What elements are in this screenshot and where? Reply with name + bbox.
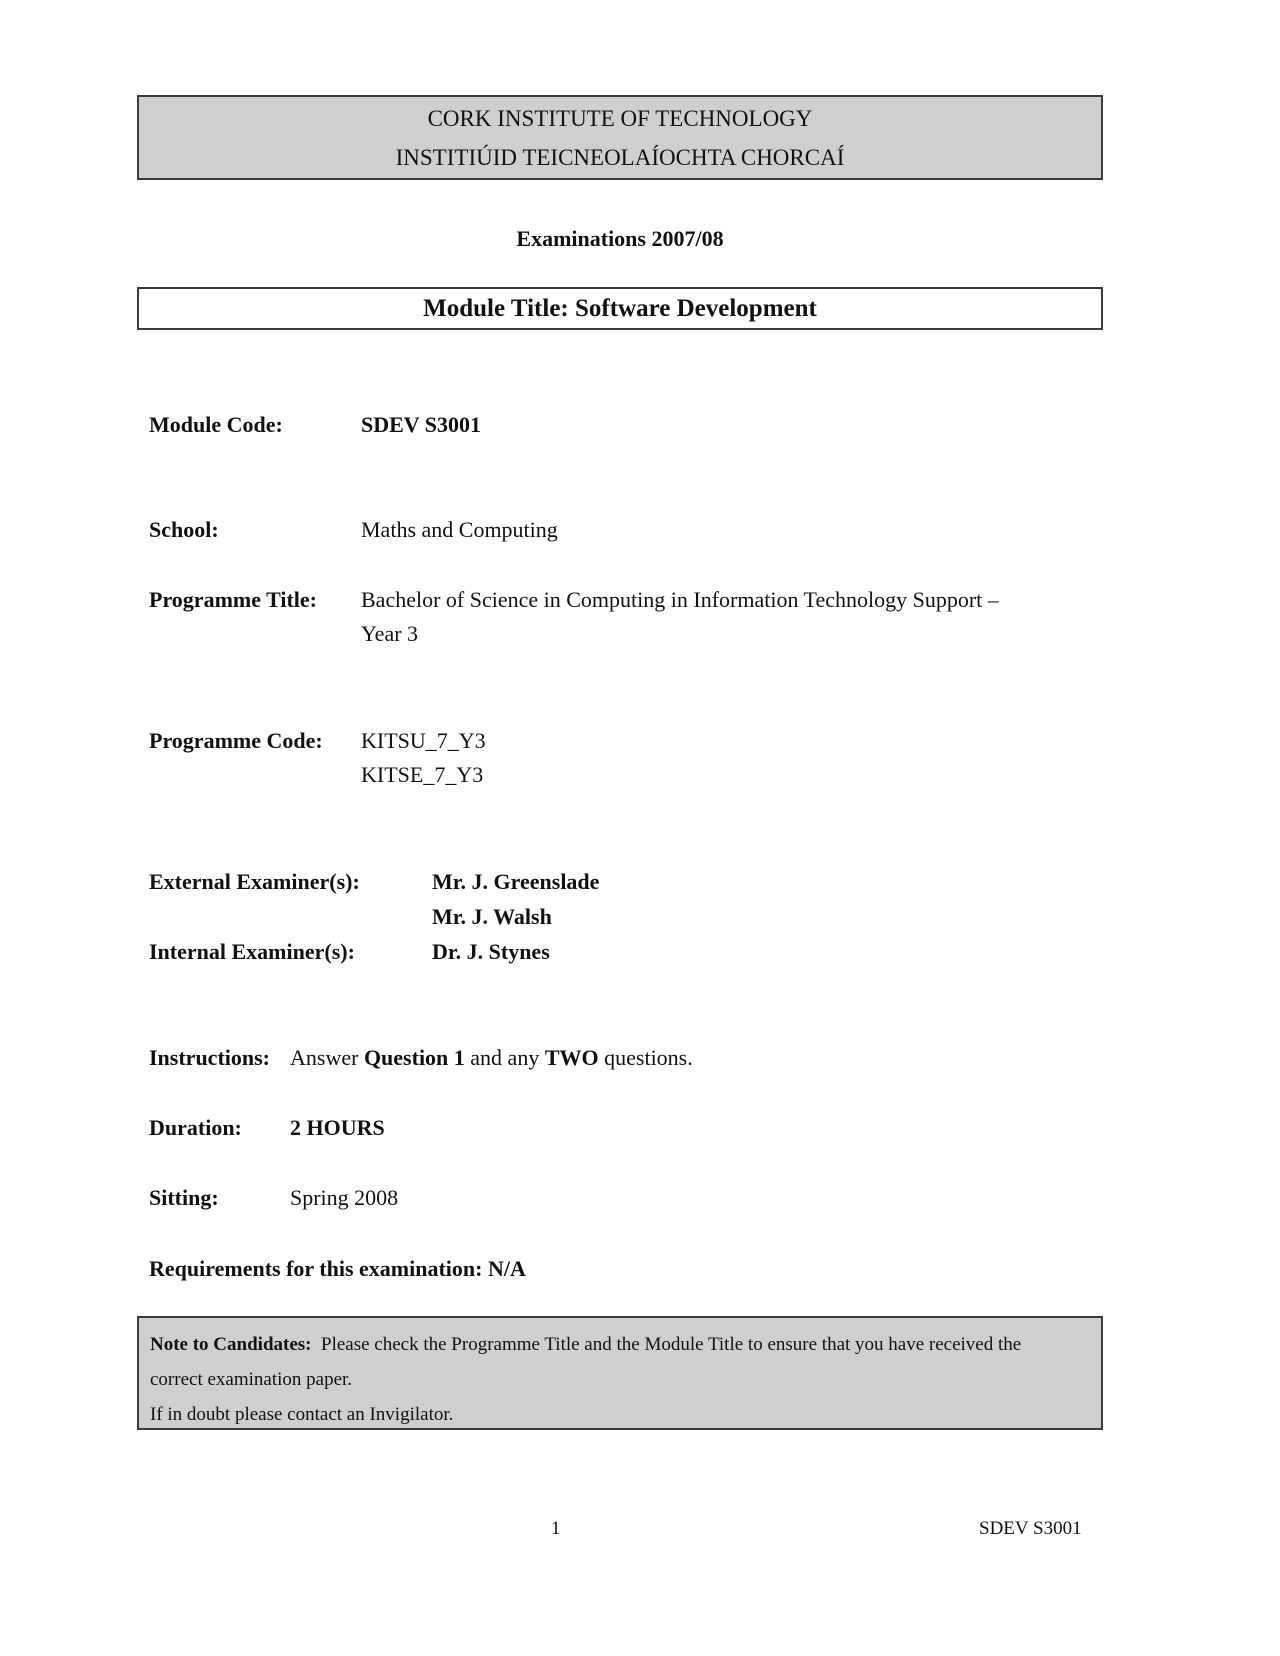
internal-examiners-label: Internal Examiner(s): (149, 939, 355, 964)
instructions-post: questions. (604, 1045, 693, 1070)
external-examiners-label: External Examiner(s): (149, 869, 360, 894)
internal-examiner-1: Dr. J. Stynes (432, 939, 550, 964)
module-title-box (137, 287, 1103, 330)
module-code-label: Module Code: (149, 412, 283, 437)
note-label: Note to Candidates: (150, 1334, 312, 1355)
programme-code-1: KITSU_7_Y3 (361, 728, 486, 753)
instructions-pre: Answer (290, 1045, 359, 1070)
institute-header-box (137, 95, 1103, 180)
instructions-text (290, 1041, 693, 1075)
programme-title-line1: Bachelor of Science in Computing in Information Technology Support – (361, 587, 999, 612)
sitting-value: Spring 2008 (290, 1185, 399, 1210)
instructions-question-1: Question 1 (363, 1045, 465, 1070)
footer-module-code: SDEV S3001 (979, 1518, 1082, 1539)
school-label: School: (149, 517, 219, 542)
page-number: 1 (551, 1518, 561, 1539)
programme-title-label: Programme Title: (149, 587, 318, 612)
school-value: Maths and Computing (361, 517, 558, 542)
sitting-label: Sitting: (149, 1185, 219, 1210)
programme-code-2: KITSE_7_Y3 (361, 762, 484, 787)
module-title: Module Title: Software Development (423, 295, 817, 322)
programme-title-line2: Year 3 (361, 621, 419, 646)
requirements-label: Requirements for this examination: (149, 1256, 483, 1281)
note-text-1: Please check the Programme Title and the Module Title to ensure that you have received the (321, 1334, 1022, 1355)
instructions-mid: and any (470, 1045, 540, 1070)
external-examiner-1: Mr. J. Greenslade (432, 869, 600, 894)
requirements-text (149, 1252, 526, 1286)
note-line-1 (150, 1327, 1101, 1362)
note-to-candidates-box (137, 1316, 1103, 1430)
programme-code-label: Programme Code: (149, 728, 323, 753)
note-line-3: If in doubt please contact an Invigilator. (150, 1404, 454, 1425)
instructions-two: TWO (544, 1045, 599, 1070)
instructions-label: Instructions: (149, 1045, 271, 1070)
note-line-2: correct examination paper. (150, 1369, 353, 1390)
institute-name-english: CORK INSTITUTE OF TECHNOLOGY (427, 106, 813, 131)
requirements-value: N/A (487, 1256, 526, 1281)
institute-name-irish: INSTITIÚID TEICNEOLAÍOCHTA CHORCAÍ (395, 145, 845, 170)
duration-value: 2 HOURS (290, 1115, 385, 1140)
external-examiner-2: Mr. J. Walsh (432, 904, 552, 929)
exam-year: Examinations 2007/08 (516, 226, 724, 251)
module-code-value: SDEV S3001 (361, 412, 482, 437)
duration-label: Duration: (149, 1115, 242, 1140)
